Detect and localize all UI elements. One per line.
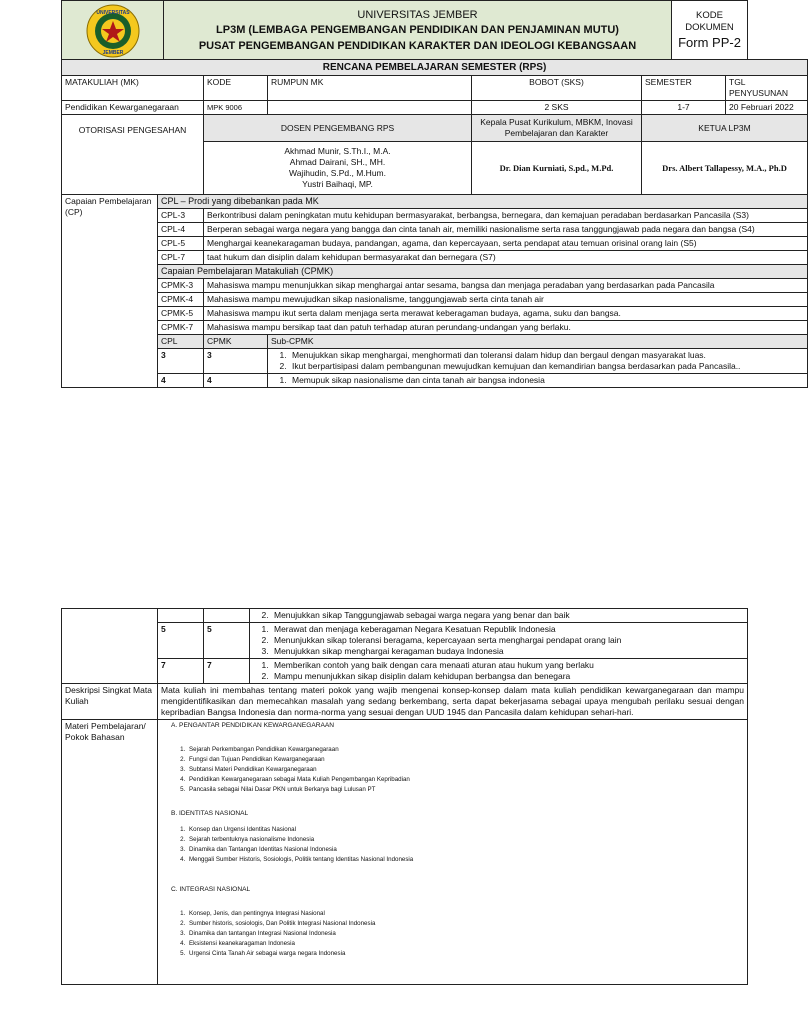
cpmk-row (62, 279, 808, 293)
document-title: RENCANA PEMBELAJARAN SEMESTER (RPS) (62, 60, 808, 76)
cpmk-code: CPMK-4 (158, 293, 204, 307)
sub-cpmk (204, 609, 250, 623)
materi-item: 3. Dinamika dan Tantangan Identitas Nasional Indonesia (187, 845, 744, 855)
dosen-name: Akhmad Munir, S.Th.I., M.A. (284, 146, 391, 156)
header-rumpun: RUMPUN MK (268, 76, 472, 101)
sub-cpmk: 4 (204, 374, 268, 388)
cp-label: Capaian Pembelajaran (CP) (62, 195, 158, 388)
sub-cpmk-item: 2. Menujukkan sikap Tanggungjawab sebagai warga negara yang benar dan baik (271, 610, 744, 621)
course-date: 20 Februari 2022 (726, 101, 808, 115)
header-matakuliah: MATAKULIAH (MK) (62, 76, 204, 101)
header-bobot: BOBOT (SKS) (472, 76, 642, 101)
sub-cpmk-row (62, 659, 748, 684)
university-name: UNIVERSITAS JEMBER (357, 9, 478, 21)
materi-item: 2. Fungsi dan Tujuan Pendidikan Kewarganegaraan (187, 755, 744, 765)
header-semester: SEMESTER (642, 76, 726, 101)
course-value-row (62, 101, 808, 115)
materi-section-title: C. INTEGRASI NASIONAL (171, 886, 251, 893)
sub-cpmk-row (62, 374, 808, 388)
course-code: MPK 9006 (204, 101, 268, 115)
description-row (62, 684, 748, 720)
kepala-header: Kepala Pusat Kurikulum, MBKM, Inovasi Pembelajaran dan Karakter (472, 115, 642, 142)
cpmk-code: CPMK-3 (158, 279, 204, 293)
cpmk-header: Capaian Pembelajaran Matakuliah (CPMK) (158, 265, 808, 279)
dosen-name: Wajihudin, S.Pd., M.Hum. (289, 168, 386, 178)
sub-header-subcpmk: Sub-CPMK (268, 335, 808, 349)
header-tgl: TGL PENYUSUNAN (726, 76, 808, 101)
materi-content (158, 720, 748, 985)
cpmk-row (62, 293, 808, 307)
header-kode: KODE (204, 76, 268, 101)
document-header (61, 0, 748, 62)
rps-table-page1 (61, 59, 808, 388)
materi-item: 1. Sejarah Perkembangan Pendidikan Kewarganegaraan (187, 745, 744, 755)
sub-cpmk-items (268, 374, 808, 388)
materi-item: 1. Konsep dan Urgensi Identitas Nasional (187, 825, 744, 835)
dosen-header: DOSEN PENGEMBANG RPS (204, 115, 472, 142)
cpmk-code: CPMK-7 (158, 321, 204, 335)
university-logo (86, 4, 140, 58)
description-text: Mata kuliah ini membahas tentang materi pokok yang wajib mengenai konsep-konsep dalam mata kuliah pendidikan kewarganegaraan dan mampu mengidentifikasikan dan memecahkan masalah yang sedang berkembang, serta dapat bekerjasama sebagai upaya mengubah perilaku sesuai dengan kepribadian Bangsa Indonesia dan norma-norma yang sesuai dengan UUD 1945 dan Pancasila dalam kehidupan sehari-hari. (158, 684, 748, 720)
materi-row (62, 720, 748, 985)
svg-text:JEMBER: JEMBER (102, 50, 123, 56)
materi-section-title: B. IDENTITAS NASIONAL (171, 810, 249, 817)
kepala-name: Dr. Dian Kurniati, S.pd., M.Pd. (472, 142, 642, 195)
sub-cpmk-item: 1. Memberikan contoh yang baik dengan cara menaati aturan atau hukum yang berlaku (271, 660, 744, 671)
materi-item: 2. Sejarah terbentuknya nasionalisme Indonesia (187, 835, 744, 845)
ketua-header: KETUA LP3M (642, 115, 808, 142)
doc-code: Form PP-2 (678, 35, 741, 50)
sub-cpmk-items (250, 659, 748, 684)
logo-cell (62, 1, 164, 62)
materi-item: 4. Menggali Sumber Historis, Sosiologis, Politik tentang Identitas Nasional Indonesia (187, 855, 744, 865)
course-sks: 2 SKS (472, 101, 642, 115)
cpmk-text: Mahasiswa mampu menunjukkan sikap menghargai antar sesama, bangsa dan menjaga peradaban yang berdasarkan pada Pancasila (204, 279, 808, 293)
sub-cpmk: 5 (204, 623, 250, 659)
cpl-text: Menghargai keanekaragaman budaya, pandangan, agama, dan kepercayaan, serta pendapat atau temuan orisinal orang lain (S5) (204, 237, 808, 251)
sub-cpmk-item: 2. Ikut berpartisipasi dalam pembangunan mewujudkan kemujuan dan kemandirian bangsa berdasarkan pada Pancasila.. (289, 361, 804, 372)
materi-item: 5. Urgensi Cinta Tanah Air sebagai warga negara Indonesia (187, 949, 744, 959)
course-semester: 1-7 (642, 101, 726, 115)
cpl-code: CPL-7 (158, 251, 204, 265)
materi-item: 2. Sumber historis, sosiologis, Dan Politik Integrasi Nasional Indonesia (187, 919, 744, 929)
cpl-row (62, 209, 808, 223)
sub-cpmk-items (250, 609, 748, 623)
materi-item: 4. Pendidikan Kewarganegaraan sebagai Mata Kuliah Pengembangan Kepribadian (187, 775, 744, 785)
materi-item: 3. Subtansi Materi Pendidikan Kewarganegaraan (187, 765, 744, 775)
cpmk-code: CPMK-5 (158, 307, 204, 321)
sub-cpl: 3 (158, 349, 204, 374)
sub-cpmk-item: 1. Menujukkan sikap menghargai, menghormati dan toleransi dalam hidup dan bergaul dengan masyarakat luas. (289, 350, 804, 361)
cpl-code: CPL-5 (158, 237, 204, 251)
header-titles (164, 1, 672, 62)
cpmk-row (62, 321, 808, 335)
cpl-row (62, 223, 808, 237)
sub-cpmk-item: 2. Mampu menunjukkan sikap disiplin dalam kehidupan berbangsa dan benegara (271, 671, 744, 682)
svg-text:UNIVERSITAS: UNIVERSITAS (95, 10, 130, 16)
dosen-name: Ahmad Dairani, SH., MH. (289, 157, 386, 167)
cpl-code: CPL-4 (158, 223, 204, 237)
cpmk-text: Mahasiswa mampu ikut serta dalam menjaga serta merawat keberagaman budaya, agama, suku dan bangsa. (204, 307, 808, 321)
cpl-row (62, 237, 808, 251)
cpmk-row (62, 307, 808, 321)
materi-item: 3. Dinamika dan tantangan Integrasi Nasional Indonesia (187, 929, 744, 939)
sub-cpmk-continued-row (62, 609, 748, 623)
materi-section-title: A. PENGANTAR PENDIDIKAN KEWARGANEGARAAN (171, 722, 335, 729)
center-name: PUSAT PENGEMBANGAN PENDIDIKAN KARAKTER DAN IDEOLOGI KEBANGSAAN (198, 40, 637, 52)
sub-cpmk-item: 1. Merawat dan menjaga keberagaman Negara Kesatuan Republik Indonesia (271, 624, 744, 635)
doc-code-label: KODE DOKUMEN (685, 10, 734, 33)
cpl-header: CPL – Prodi yang dibebankan pada MK (158, 195, 808, 209)
materi-label: Materi Pembelajaran/ Pokok Bahasan (62, 720, 158, 985)
sub-cpmk: 7 (204, 659, 250, 684)
sub-cpmk-row (62, 349, 808, 374)
sub-header-cpmk: CPMK (204, 335, 268, 349)
dosen-names (204, 142, 472, 195)
authorization-label: OTORISASI PENGESAHAN (62, 115, 204, 195)
sub-cpl (158, 609, 204, 623)
cpl-row (62, 251, 808, 265)
cpl-text: taat hukum dan disiplin dalam kehidupan bermasyarakat dan bernegara (S7) (204, 251, 808, 265)
sub-cpl: 7 (158, 659, 204, 684)
sub-cpl: 5 (158, 623, 204, 659)
sub-cpl: 4 (158, 374, 204, 388)
sub-cpmk-row (62, 623, 748, 659)
sub-header-cpl: CPL (158, 335, 204, 349)
sub-cpmk-item: 3. Menujukkan sikap menghargai keragaman budaya Indonesia (271, 646, 744, 657)
cpl-code: CPL-3 (158, 209, 204, 223)
doc-code-cell (672, 1, 748, 62)
sub-cpmk-items (268, 349, 808, 374)
sub-cpmk-items (250, 623, 748, 659)
course-rumpun (268, 101, 472, 115)
cpmk-text: Mahasiswa mampu bersikap taat dan patuh terhadap aturan perundang-undangan yang berlaku. (204, 321, 808, 335)
sub-cpmk-item: 2. Menunjukkan sikap toleransi beragama, kepercayaan serta menghargai pendapat orang lain (271, 635, 744, 646)
sub-cpmk: 3 (204, 349, 268, 374)
ketua-name: Drs. Albert Tallapessy, M.A., Ph.D (642, 142, 808, 195)
sub-cpmk-header-row (62, 335, 808, 349)
cpl-text: Berperan sebagai warga negara yang bangga dan cinta tanah air, memiliki nasionalisme serta rasa tanggungjawab pada negara dan bangsa (S4) (204, 223, 808, 237)
course-header-row (62, 76, 808, 101)
sub-cpmk-item: 1. Memupuk sikap nasionalisme dan cinta tanah air bangsa indonesia (289, 375, 804, 386)
course-name: Pendidikan Kewarganegaraan (62, 101, 204, 115)
materi-item: 4. Eksistensi keanekaragaman Indonesia (187, 939, 744, 949)
dosen-name: Yustri Baihaqi, MP. (302, 179, 373, 189)
materi-item: 5. Pancasila sebagai Nilai Dasar PKN untuk Berkarya bagi Lulusan PT (187, 785, 744, 795)
description-label: Deskripsi Singkat Mata Kuliah (62, 684, 158, 720)
institute-name: LP3M (LEMBAGA PENGEMBANGAN PENDIDIKAN DAN PENJAMINAN MUTU) (216, 24, 619, 36)
materi-item: 1. Konsep, Jenis, dan pentingnya Integrasi Nasional (187, 909, 744, 919)
rps-table-page2 (61, 608, 748, 985)
cpl-text: Berkontribusi dalam peningkatan mutu kehidupan bermasyarakat, berbangsa, bernegara, dan kemajuan peradaban berdasarkan Pancasila (S3) (204, 209, 808, 223)
cpmk-text: Mahasiswa mampu mewujudkan sikap nasionalisme, tanggungjawab serta cinta tanah air (204, 293, 808, 307)
cp-label-continued (62, 609, 158, 684)
